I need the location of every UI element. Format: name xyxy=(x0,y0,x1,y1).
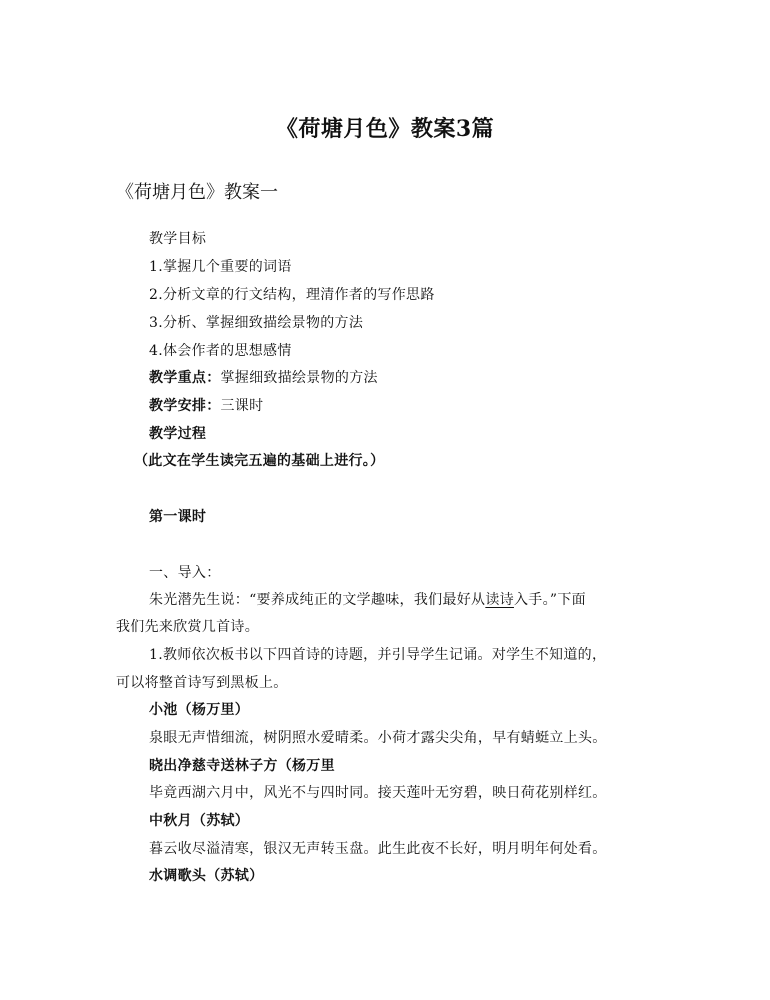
intro-heading: 一、导入： xyxy=(149,565,221,581)
poem-title: 小池（杨万里） xyxy=(149,702,250,718)
process-heading: 教学过程 xyxy=(149,426,207,442)
key-point-label: 教学重点： xyxy=(149,370,221,386)
schedule-text: 三课时 xyxy=(220,398,264,414)
read-poems-link[interactable]: 读诗 xyxy=(485,592,514,608)
document-title: 《荷塘月色》教案3篇 xyxy=(275,116,495,142)
intro-paragraph-1-cont: 我们先来欣赏几首诗。 xyxy=(116,619,259,635)
objective-item: 2.分析文章的行文结构，理清作者的写作思路 xyxy=(149,287,435,303)
objectives-heading: 教学目标 xyxy=(149,231,207,247)
poem-title: 水调歌头（苏轼） xyxy=(149,868,264,884)
poem-title: 晓出净慈寺送林子方（杨万里 xyxy=(149,758,335,774)
objective-item: 4.体会作者的思想感情 xyxy=(149,343,292,359)
intro-text: 入手。”下面 xyxy=(513,592,586,608)
lesson-heading: 第一课时 xyxy=(149,509,207,525)
intro-paragraph-1 xyxy=(149,590,586,610)
intro-paragraph-2-cont: 可以将整首诗写到黑板上。 xyxy=(116,675,288,691)
key-point xyxy=(149,368,378,388)
poem-text: 泉眼无声惜细流，树阴照水爱晴柔。小荷才露尖尖角，早有蜻蜓立上头。 xyxy=(149,730,607,746)
process-note: （此文在学生读完五遍的基础上进行。） xyxy=(134,453,385,469)
schedule xyxy=(149,396,263,416)
objective-item: 1.掌握几个重要的词语 xyxy=(149,259,292,275)
objective-item: 3.分析、掌握细致描绘景物的方法 xyxy=(149,315,364,331)
key-point-text: 掌握细致描绘景物的方法 xyxy=(220,370,378,386)
poem-text: 暮云收尽溢清寒，银汉无声转玉盘。此生此夜不长好，明月明年何处看。 xyxy=(149,841,607,857)
schedule-label: 教学安排： xyxy=(149,398,221,414)
intro-paragraph-2: 1.教师依次板书以下四首诗的诗题，并引导学生记诵。对学生不知道的， xyxy=(149,647,607,663)
section-title: 《荷塘月色》教案一 xyxy=(116,182,278,203)
intro-text: 朱光潜先生说：“要养成纯正的文学趣味，我们最好从 xyxy=(149,592,486,608)
poem-text: 毕竟西湖六月中，风光不与四时同。接天莲叶无穷碧，映日荷花别样红。 xyxy=(149,785,607,801)
poem-title: 中秋月（苏轼） xyxy=(149,813,250,829)
